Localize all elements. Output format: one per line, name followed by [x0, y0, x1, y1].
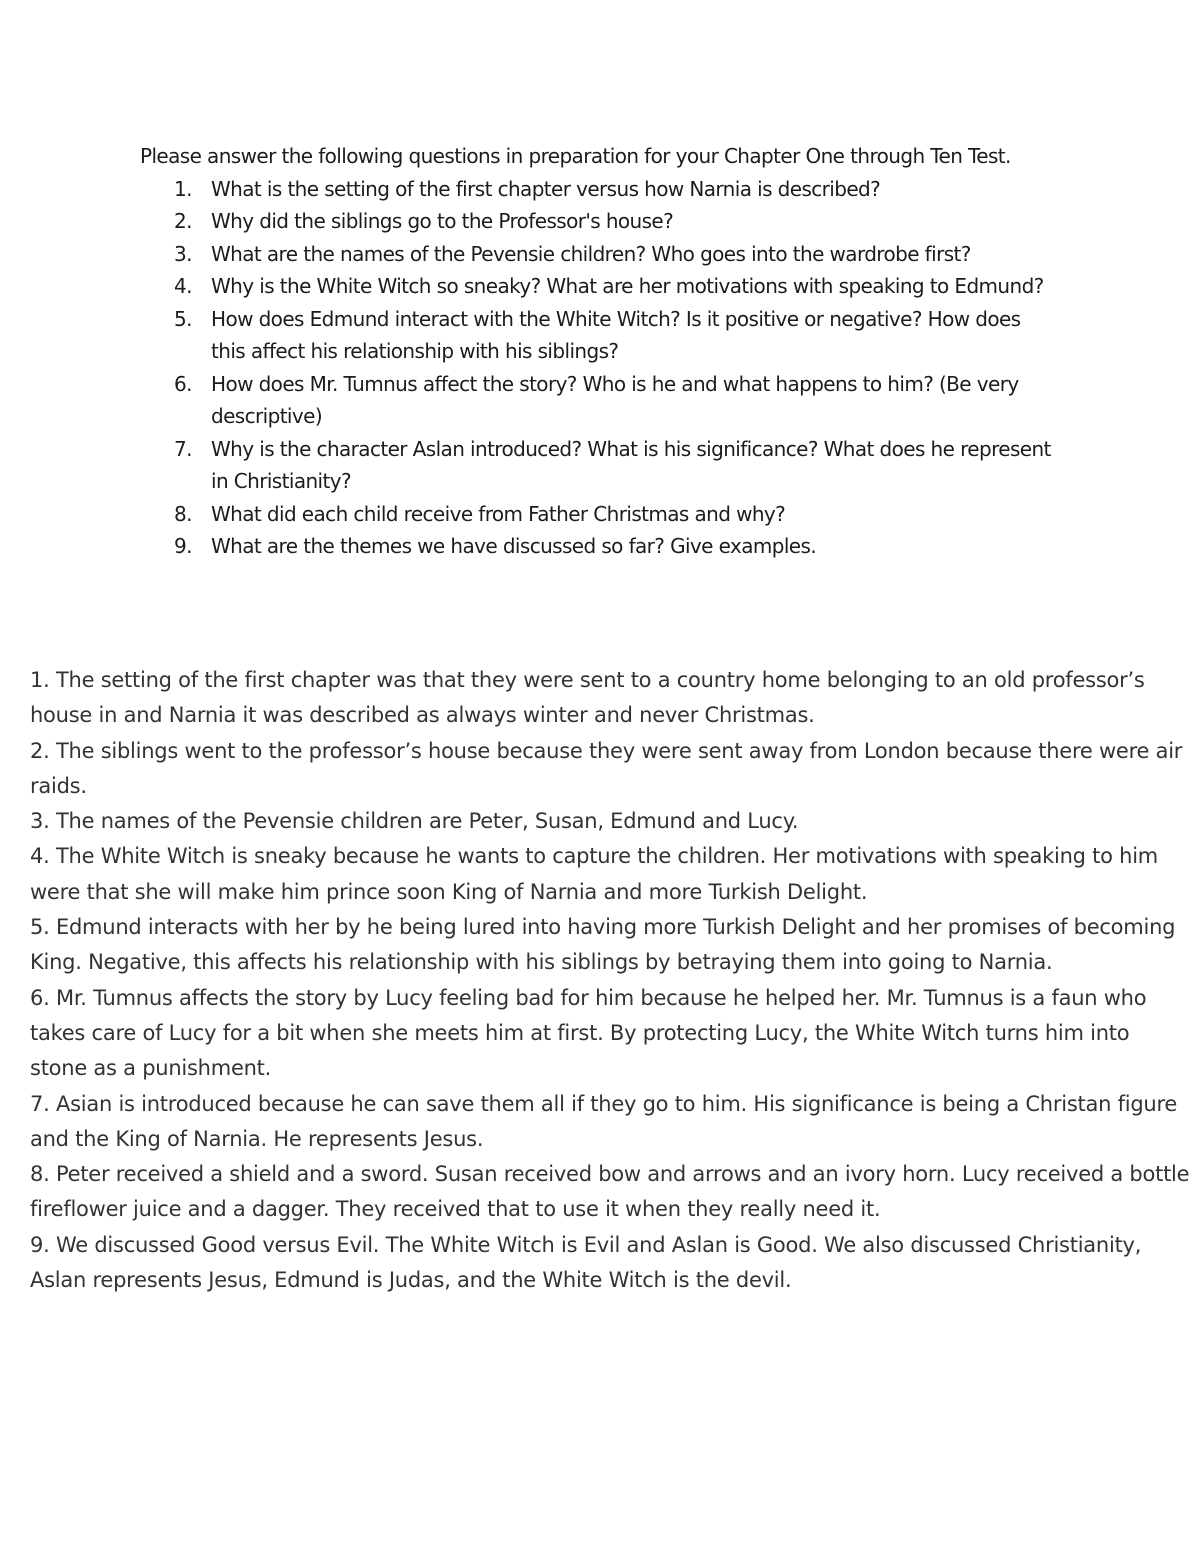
question-text: Why is the White Witch so sneaky? What are her motivations with speaking to Edmund?	[211, 274, 1044, 298]
answer-paragraph: 7. Asian is introduced because he can save them all if they go to him. His significance is being a Christan figure and the King of Narnia. He represents Jesus.	[30, 1091, 1178, 1151]
answer-paragraph: 6. Mr. Tumnus affects the story by Lucy feeling bad for him because he helped her. Mr. Tumnus is a faun who takes care of Lucy for a bit when she meets him at first. By protecting Lucy, the White Witch turns him into stone as a punishment.	[30, 985, 1147, 1081]
question-item	[140, 368, 1060, 433]
answer-paragraph: 9. We discussed Good versus Evil. The White Witch is Evil and Aslan is Good. We also discussed Christianity, Aslan represents Jesus, Edmund is Judas, and the White Witch is the devil.	[30, 1232, 1142, 1293]
question-text: How does Mr. Tumnus affect the story? Who is he and what happens to him? (Be very descriptive)	[211, 371, 1019, 428]
question-text: Why is the character Aslan introduced? What is his significance? What does he represent in Christianity?	[211, 436, 1051, 493]
question-number: 9.	[174, 534, 192, 558]
question-item	[140, 498, 1060, 531]
answers-section	[30, 663, 1190, 1298]
question-number: 8.	[174, 501, 192, 526]
question-number: 4.	[174, 274, 192, 298]
question-text: What are the names of the Pevensie children? Who goes into the wardrobe first?	[211, 241, 971, 266]
answer-paragraph: 4. The White Witch is sneaky because he wants to capture the children. Her motivations with speaking to him were that she will make him prince soon King of Narnia and more Turkish Delight.	[30, 844, 1159, 904]
question-text: Why did the siblings go to the Professor's house?	[211, 209, 674, 233]
question-number: 7.	[174, 436, 192, 461]
question-item	[140, 530, 1060, 563]
question-text: What are the themes we have discussed so far? Give examples.	[211, 534, 817, 558]
question-item	[140, 433, 1060, 498]
question-number: 2.	[174, 209, 192, 233]
answer-paragraph: 5. Edmund interacts with her by he being lured into having more Turkish Delight and her promises of becoming King. Negative, this affects his relationship with his siblings by betraying them into going to Narnia.	[30, 915, 1176, 975]
answer-paragraph: 3. The names of the Pevensie children are Peter, Susan, Edmund and Lucy.	[30, 809, 799, 834]
question-text: What is the setting of the first chapter versus how Narnia is described?	[211, 176, 881, 201]
question-item	[140, 303, 1060, 368]
question-number: 6.	[174, 371, 192, 396]
question-text: What did each child receive from Father Christmas and why?	[211, 501, 786, 526]
answer-paragraph: 8. Peter received a shield and a sword. Susan received bow and arrows and an ivory horn. Lucy received a bottle fireflower juice and a dagger. They received that to use it when they really need it.	[30, 1162, 1190, 1222]
question-item	[140, 205, 1060, 238]
question-number: 3.	[174, 241, 192, 266]
question-text: How does Edmund interact with the White Witch? Is it positive or negative? How does this affect his relationship with his siblings?	[211, 306, 1021, 363]
question-item	[140, 238, 1060, 271]
question-item	[140, 270, 1060, 303]
questions-section	[140, 140, 1060, 563]
answer-paragraph: 1. The setting of the first chapter was that they were sent to a country home belonging to an old professor’s house in and Narnia it was described as always winter and never Christmas.	[30, 668, 1145, 728]
intro-text: Please answer the following questions in preparation for your Chapter One through Ten Test.	[140, 144, 1011, 168]
question-item	[140, 173, 1060, 206]
question-number: 5.	[174, 306, 192, 331]
question-number: 1.	[174, 176, 192, 201]
answer-paragraph: 2. The siblings went to the professor’s house because they were sent away from London because there were air raids.	[30, 738, 1183, 798]
question-list	[140, 173, 1060, 563]
